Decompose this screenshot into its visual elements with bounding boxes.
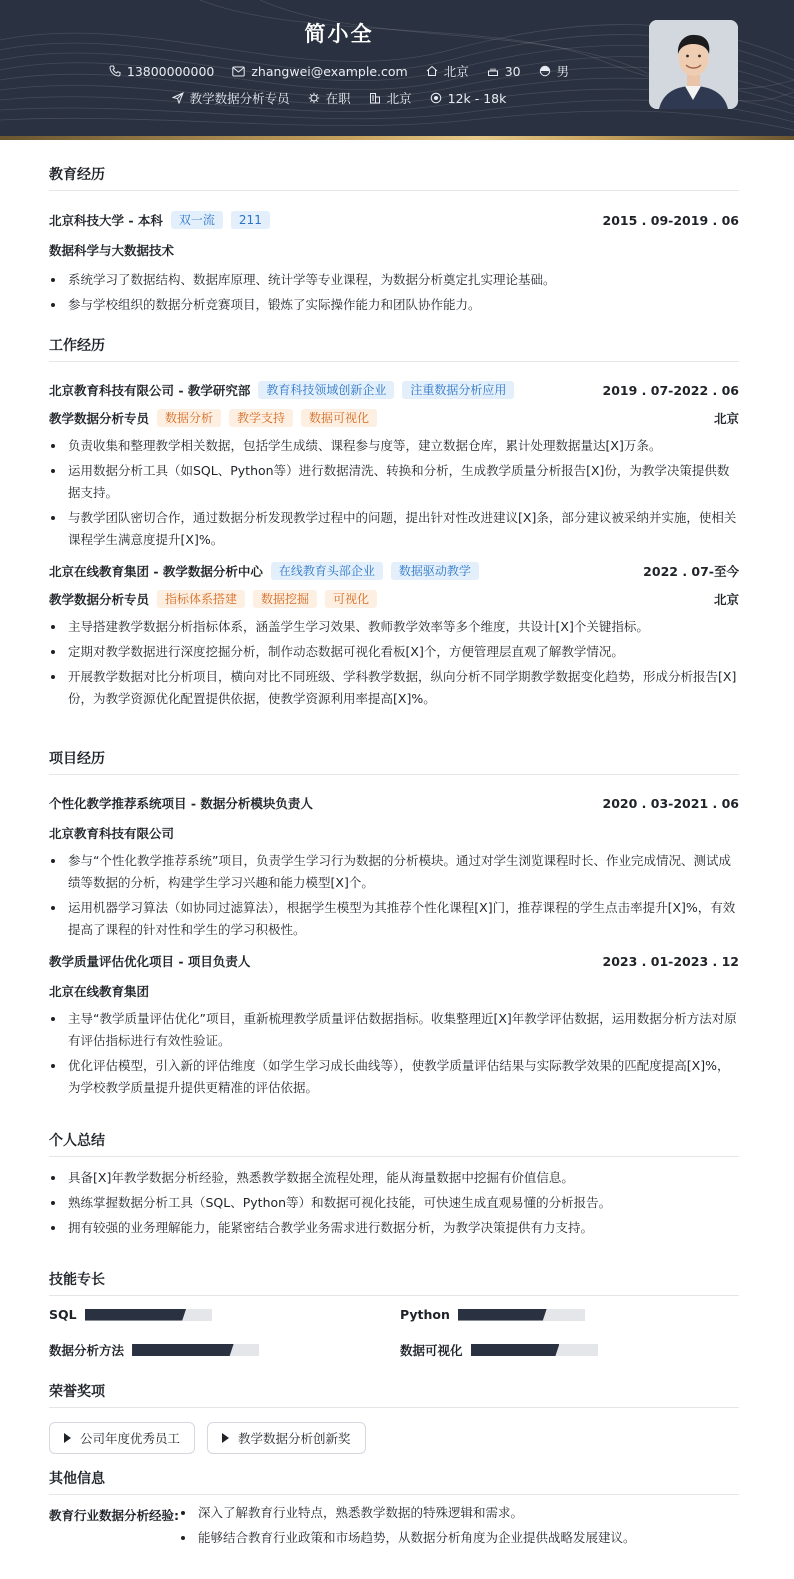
list-item: 主导搭建教学数据分析指标体系，涵盖学生学习效果、教师教学效率等多个维度，共设计[X]个关键指标。 <box>49 616 739 638</box>
project-date: 2023 . 01-2023 . 12 <box>602 953 739 969</box>
list-item: 定期对教学数据进行深度挖掘分析，制作动态数据可视化看板[X]个，方便管理层直观了解教学情况。 <box>49 641 739 663</box>
list-item: 能够结合教育行业政策和市场趋势，从数据分析角度为企业提供战略发展建议。 <box>179 1527 739 1549</box>
education-header-row <box>49 211 739 229</box>
list-item: 系统学习了数据结构、数据库原理、统计学等专业课程，为数据分析奠定扎实理论基础。 <box>49 269 739 291</box>
skills-title: 技能专长 <box>49 1269 739 1296</box>
phone-value: 13800000000 <box>126 63 215 79</box>
summary-bullets <box>49 1167 739 1239</box>
salary-value: 12k - 18k <box>447 90 507 106</box>
position-name: 教学数据分析专员 <box>49 411 150 426</box>
list-item: 开展教学数据对比分析项目，横向对比不同班级、学科教学数据，纵向分析不同学期教学数据变化趋势，形成分析报告[X]份，为教学资源优化配置提供依据，使教学资源利用率提高[X]%。 <box>49 666 739 710</box>
skill-name: 数据可视化 <box>400 1343 463 1358</box>
school-name: 北京科技大学 - 本科 <box>49 213 163 228</box>
list-item: 具备[X]年教学数据分析经验，熟悉教学数据全流程处理，能从海量数据中挖掘有价值信息。 <box>49 1167 739 1189</box>
list-item: 主导“教学质量评估优化”项目，重新梳理教学质量评估数据指标。收集整理近[X]年教学评估数据，运用数据分析方法对原有评估指标进行有效性验证。 <box>49 1008 739 1052</box>
company-tag: 教育科技领域创新企业 <box>258 381 394 399</box>
honors-section <box>49 1381 739 1454</box>
summary-title: 个人总结 <box>49 1130 739 1157</box>
education-major: 数据科学与大数据技术 <box>49 243 175 258</box>
project-org: 北京教育科技有限公司 <box>49 826 175 841</box>
building-icon <box>369 92 381 104</box>
position-tag: 教学支持 <box>229 409 293 427</box>
position-tag: 数据挖掘 <box>253 590 317 608</box>
company-tag: 在线教育头部企业 <box>271 562 383 580</box>
email-value: zhangwei@example.com <box>251 64 408 79</box>
avatar-portrait <box>649 20 738 109</box>
target-job-info <box>172 89 290 107</box>
school-tag: 双一流 <box>171 211 223 229</box>
job-city: 北京 <box>713 411 739 426</box>
project-name: 个性化教学推荐系统项目 - 数据分析模块负责人 <box>49 796 313 811</box>
job-bullets <box>49 616 739 710</box>
status-value: 在职 <box>325 91 351 106</box>
honor-label: 教学数据分析创新奖 <box>238 1431 351 1446</box>
skill-name: 数据分析方法 <box>49 1343 125 1358</box>
skill-item <box>400 1341 598 1359</box>
project-header-row <box>49 794 739 812</box>
skill-bar-fill <box>85 1309 187 1321</box>
project-org: 北京在线教育集团 <box>49 984 150 999</box>
company-tag: 数据驱动教学 <box>391 562 479 580</box>
list-item: 负责收集和整理教学相关数据，包括学生成绩、课程参与度等，建立数据仓库，累计处理数据量达[X]万条。 <box>49 435 739 457</box>
play-icon <box>64 1433 71 1443</box>
education-bullets <box>49 269 739 316</box>
job-city: 北京 <box>713 592 739 607</box>
project-date: 2020 . 03-2021 . 06 <box>602 795 739 811</box>
skill-name: SQL <box>49 1307 77 1322</box>
projects-section <box>49 748 739 1102</box>
email-icon <box>232 66 245 77</box>
job-date: 2019 . 07-2022 . 06 <box>602 382 739 398</box>
job-header-row <box>49 381 739 399</box>
skill-name: Python <box>400 1307 450 1322</box>
other-bullets <box>179 1502 739 1552</box>
status-info <box>308 89 351 107</box>
skill-bar-fill <box>132 1344 234 1356</box>
position-tag: 可视化 <box>325 590 377 608</box>
contact-row <box>0 62 678 80</box>
salary-info <box>430 91 507 106</box>
other-title: 其他信息 <box>49 1468 739 1495</box>
status-icon <box>308 92 320 104</box>
company-name: 北京教育科技有限公司 - 教学研究部 <box>49 383 251 398</box>
header-accent-bar <box>0 136 794 140</box>
job-position-row <box>49 590 739 608</box>
skill-item <box>49 1307 212 1322</box>
honor-item <box>49 1422 195 1454</box>
project-header-row <box>49 952 739 970</box>
list-item: 优化评估模型，引入新的评估维度（如学生学习成长曲线等），使教学质量评估结果与实际教学效果的匹配度提高[X]%，为学校教学质量提升提供更精准的评估依据。 <box>49 1055 739 1099</box>
education-date: 2015 . 09-2019 . 06 <box>602 212 739 228</box>
location-info <box>426 62 469 80</box>
work-section <box>49 335 739 713</box>
list-item: 熟练掌握数据分析工具（SQL、Python等）和数据可视化技能，可快速生成直观易懂的分析报告。 <box>49 1192 739 1214</box>
gender-info <box>539 62 570 80</box>
list-item: 与教学团队密切合作，通过数据分析发现教学过程中的问题，提出针对性改进建议[X]条，部分建议被采纳并实施，使相关课程学生满意度提升[X]%。 <box>49 507 739 551</box>
skill-item <box>400 1307 585 1322</box>
candidate-name: 简小全 <box>304 22 374 46</box>
position-tag: 数据可视化 <box>301 409 377 427</box>
work-title: 工作经历 <box>49 335 739 362</box>
job-position-row <box>49 409 739 427</box>
position-tag: 数据分析 <box>157 409 221 427</box>
phone-icon <box>109 65 121 77</box>
list-item: 深入了解教育行业特点，熟悉教学数据的特殊逻辑和需求。 <box>179 1502 739 1524</box>
school-tag: 211 <box>231 211 270 229</box>
location-value: 北京 <box>443 64 469 79</box>
skill-bar <box>132 1344 259 1356</box>
company-name: 北京在线教育集团 - 教学数据分析中心 <box>49 564 263 579</box>
send-icon <box>172 92 184 104</box>
profile-photo <box>649 20 738 109</box>
gender-icon <box>539 65 551 77</box>
projects-title: 项目经历 <box>49 748 739 775</box>
list-item: 拥有较强的业务理解能力，能紧密结合教学业务需求进行数据分析，为教学决策提供有力支持。 <box>49 1217 739 1239</box>
list-item: 参与学校组织的数据分析竞赛项目，锻炼了实际操作能力和团队协作能力。 <box>49 294 739 316</box>
email-info <box>232 64 407 79</box>
project-bullets <box>49 850 739 941</box>
skill-bar-fill <box>471 1344 560 1356</box>
project-bullets <box>49 1008 739 1099</box>
position-tag: 指标体系搭建 <box>157 590 245 608</box>
company-tag: 注重数据分析应用 <box>402 381 514 399</box>
other-section <box>49 1468 739 1568</box>
list-item: 运用数据分析工具（如SQL、Python等）进行数据清洗、转换和分析，生成教学质量分析报告[X]份，为教学决策提供数据支持。 <box>49 460 739 504</box>
skill-bar <box>85 1309 212 1321</box>
honors-title: 荣誉奖项 <box>49 1381 739 1408</box>
list-item: 运用机器学习算法（如协同过滤算法），根据学生模型为其推荐个性化课程[X]门，推荐课程的学生点击率提升[X]%，有效提高了课程的针对性和学生的学习积极性。 <box>49 897 739 941</box>
skill-item <box>49 1341 259 1359</box>
phone-info <box>109 64 214 79</box>
summary-section <box>49 1130 739 1242</box>
job-date: 2022 . 07-至今 <box>643 564 739 579</box>
skill-bar-fill <box>458 1309 547 1321</box>
skill-bar <box>458 1309 585 1321</box>
resume-header <box>0 0 794 140</box>
job-intent-row <box>0 89 678 107</box>
play-icon <box>222 1433 229 1443</box>
age-value: 30 <box>504 63 521 79</box>
honor-item <box>207 1422 366 1454</box>
education-title: 教育经历 <box>49 164 739 191</box>
target-city-value: 北京 <box>386 91 412 106</box>
list-item: 参与“个性化教学推荐系统”项目，负责学生学习行为数据的分析模块。通过对学生浏览课程时长、作业完成情况、测试成绩等数据的分析，构建学生学习兴趣和能力模型[X]个。 <box>49 850 739 894</box>
age-info <box>487 64 521 79</box>
skill-bar <box>471 1344 598 1356</box>
job-bullets <box>49 435 739 551</box>
position-name: 教学数据分析专员 <box>49 592 150 607</box>
honors-list <box>49 1422 739 1454</box>
cake-icon <box>487 65 499 77</box>
honor-label: 公司年度优秀员工 <box>80 1431 181 1446</box>
job-header-row <box>49 562 739 580</box>
target-city-info <box>369 89 412 107</box>
money-icon <box>430 92 442 104</box>
gender-value: 男 <box>556 64 570 79</box>
home-icon <box>426 65 438 77</box>
skills-section <box>49 1269 739 1364</box>
project-name: 教学质量评估优化项目 - 项目负责人 <box>49 954 251 969</box>
other-label: 教育行业数据分析经验: <box>49 1508 179 1523</box>
education-section <box>49 164 739 319</box>
target-job-value: 教学数据分析专员 <box>189 91 290 106</box>
